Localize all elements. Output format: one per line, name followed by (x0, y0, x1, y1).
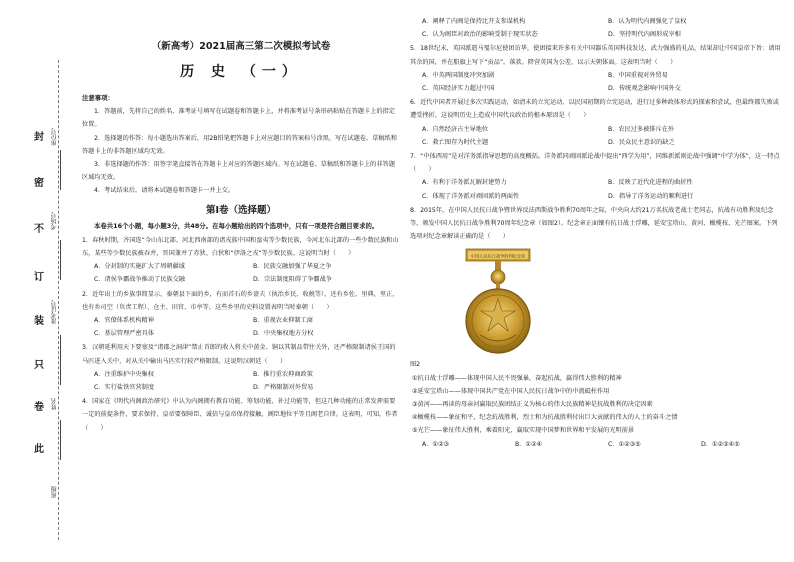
option-c: C．体现了洋务派对顽固派的两面性 (422, 192, 520, 200)
option-a: A．分封制的实施扩大了周朝疆域 (94, 263, 185, 271)
option-c: C．认为阁臣对政治的影响受制于现实状态 (422, 31, 538, 39)
option-d: D．中央集权地方分权 (253, 330, 314, 338)
fill-line (60, 240, 61, 280)
option-a: A．官僚体系机构精神 (94, 317, 154, 325)
question-1 (82, 234, 400, 287)
option-b: B．推行重农抑商政策 (253, 370, 313, 378)
binding-char: 封 (34, 132, 44, 143)
option-a: A．阐释了内阁是保持比开支参谋机构 (422, 18, 526, 25)
notice-item: 4．考试结束后，请将本试题卷和答题卡一并上交。 (94, 187, 235, 195)
q8-options (410, 438, 782, 451)
option-a: A．①②③ (422, 440, 450, 448)
name-field: 姓名 (51, 398, 58, 410)
commemorative-medal-icon (458, 247, 538, 357)
question-5 (410, 42, 782, 95)
notice-item: 2．选择题的作答：每小题选出答案后，用2B铅笔把答题卡上对应题目的答案标号涂黑，写在试题卷、草稿纸和答题卡上的非答题区域均无效。 (82, 134, 397, 155)
option-b: B．农民过多被排斥在外 (608, 125, 675, 133)
notice-item: 3．非选择题的作答：用签字笔直接答在答题卡上对应的答题区域内。写在试题卷、草稿纸和答题卡上的非答题区域均无效。 (82, 161, 395, 182)
q8-item: ⑤光芒——象征伟大胜利，乘着阳光，赢取实现中国梦和世界和平发展的光明前景 (412, 427, 635, 435)
question-stem: 6．近代中国者开展过多次实践运动，如清末的立宪运动、以民国初期的立宪运动，进行过多种政体形式的探索和尝试，但最终都失败或遭受挫折。这说明历史上造成中国代议政治的根本原因是（ ） (410, 99, 779, 120)
question-4-options (410, 15, 782, 41)
option-d: D．传统观念影响中国外交 (608, 85, 681, 93)
option-a: A．有利于洋务派瓦解封建势力 (422, 179, 507, 187)
option-c: C．诸侯争霸战争推动了民族交融 (94, 276, 185, 284)
question-stem: 3．汉朝延利用天下要塞及“诸郡之洞津”禁止首郎的收入将关中黄金、铜以其制品带往关外，还严格限制诸侯王国的马匹进入关中，对从关中输出马匹实行较严格限制。这说明汉朝廷（ ） (82, 344, 396, 365)
option-c: C．英国经济实力超过中国 (422, 85, 495, 93)
option-b: B．中国重视对外贸易 (608, 71, 668, 79)
exam-title: （新高考）2021届高三第二次模拟考试卷 (151, 41, 331, 52)
option-c: C．①②③⑤ (608, 440, 641, 448)
option-b: B．反映了近代化进程的曲折性 (608, 179, 693, 187)
subject-title: 历 史 （一） (180, 64, 302, 80)
question-7 (410, 150, 782, 203)
section-title: 第Ⅰ卷（选择题） (205, 204, 277, 216)
option-a: A．中英两国制度冲突加剧 (422, 71, 495, 79)
question-8 (410, 204, 782, 244)
right-column (410, 14, 782, 451)
seat-number-field: 座位号 (51, 128, 58, 146)
notice-item: 1．答题前，先将自己的姓名、准考证号填写在试题卷和答题卡上，并将准考证号条形码粘贴在答题卡上的指定位置。 (82, 108, 395, 129)
option-b: B．重视农业抑制工商 (253, 317, 313, 325)
question-4 (82, 395, 400, 435)
question-stem: 1．春秋时期，齐国连“今山东北部、河北西南部的诸戎族中国和蛮夷等少数民族，今河北东北部的一些少数民族和山东，某些等少数民族被吞并，晋国兼并了赤狄、白狄和“伊洛之戎”等少数民族。这说明当时（ ） (82, 236, 399, 258)
medal-ribbon-text: 中国人民抗日战争胜利纪念章 (470, 253, 526, 259)
option-b: B．民族交融加强了华夏之争 (253, 263, 332, 271)
question-stem: 2．近年出土的乡族事简显示，秦朝县下面的乡，有而首石的乡啬夫（执治乡民、收税等），还有乡佐、里典、里正，也有乡司空（负责工程）、仓主、田官、市亭等，这些乡里的史料设置表明当时秦朝（ ） (82, 290, 399, 311)
option-d: D．宗法制度阻碍了争霸战争 (253, 276, 333, 284)
question-6 (410, 96, 782, 149)
admission-number-field: 准考证号 (51, 300, 58, 324)
figure-label: 图2 (410, 361, 421, 369)
class-field: 班级 (51, 486, 58, 498)
option-d: D．①②③④⑤ (701, 440, 740, 448)
option-b: B．①②④ (515, 440, 543, 448)
binding-char: 不 (34, 224, 44, 235)
fill-line (60, 335, 61, 385)
fill-line (60, 420, 61, 460)
question-stem: 5．18世纪末，英国派遣马戛尔尼使团访华，使团接来许多有关中国器乐英国科技发达，武力强盛的礼品，结果却让中国皇帝下旨：请用其余的国，并在船旗上写下“贡品”。落款。降营英国为公差，以示天朝体面。这表明当时（ ） (410, 45, 781, 66)
question-2 (82, 288, 400, 341)
binding-char: 卷 (34, 402, 44, 413)
q8-item: ④橄榄枝——象征和平，纪念抗战胜利，烈士和为抗战胜利付出巨大贡献的伟大的人士的奋斗之情 (412, 414, 678, 422)
option-d: D．指导了洋务运动的顺利进行 (608, 192, 694, 200)
question-stem: 4．国家在《明代内阁政治研究》中认为内阁拥有教育功能、筹划功能、补过功能等，但这几种功能的正常发挥需要一定的前提条件，要求保持、皇帝要保障臣、诚信与皇帝保持接触、阁臣地位平等且阁老自律。这表明，可知，作者（ ） (82, 398, 398, 432)
option-c: C．救亡图存为时代主题 (422, 138, 489, 146)
q8-item: ②延安宝塔山——体现中国共产党在中国人民抗日战争中的中流砥柱作用 (412, 387, 610, 395)
medal-figure (410, 243, 782, 358)
binding-char: 此 (34, 444, 44, 455)
option-c: C．基层管理严密具体 (94, 330, 155, 338)
notice-heading: 注意事项： (82, 94, 114, 102)
option-d: D．坚持明代内阁形成宰相 (608, 31, 681, 39)
section-description: 本卷共16个小题，每小题3分，共48分。在每小题给出的四个选项中，只有一项是符合题目要求的。 (94, 221, 379, 230)
q8-item: ①抗日战士浮雕——体现中国人民不畏强暴，奋起抗战，赢得伟大胜利的精神 (412, 374, 622, 382)
binding-char: 密 (34, 178, 44, 189)
q8-item: ③黄河——再读的母亲河赢取民族团结正义为核心的伟大民族精神是抗战胜利的决定因素 (412, 401, 653, 409)
binding-char: 装 (34, 316, 44, 327)
fill-line (60, 150, 61, 190)
question-stem: 8．2015年，在中国人民抗日战争暨世界反法西斯战争胜利70周年之际，中央向大约21万名抗战老战士老同志，抗战有功胜利及纪念等，颁发中国人民抗日战争胜利70周年纪念章（如图2）。纪念章正面镶有抗日战士浮雕，延安宝塔山、黄河、橄榄枝、光芒图案。下列选项对纪念章解读正确的是（ ） (410, 206, 778, 241)
left-column (82, 0, 400, 435)
option-d: D．严格限制对外贸易 (253, 384, 314, 392)
question-stem: 7．“中体西用”是对洋务派指导思想的高度概括。洋务派同顽固派论战中提出“西学为用”，同维新派则论战中强调“中学为体”，这一特点（ ） (410, 153, 780, 174)
question-3 (82, 341, 400, 394)
exam-room-field: 考场号 (51, 212, 58, 230)
option-d: D．民众民主意识的缺乏 (608, 138, 675, 146)
option-a: A．注重维护中央集权 (94, 370, 154, 378)
binding-char: 只 (34, 360, 44, 371)
option-b: B．认为明代内阁强化了皇权 (608, 18, 687, 25)
option-c: C．实行盐铁官营制度 (94, 384, 155, 392)
option-a: A．自然经济占主导地位 (422, 125, 489, 133)
binding-char: 订 (34, 272, 44, 283)
binding-margin (0, 0, 70, 562)
